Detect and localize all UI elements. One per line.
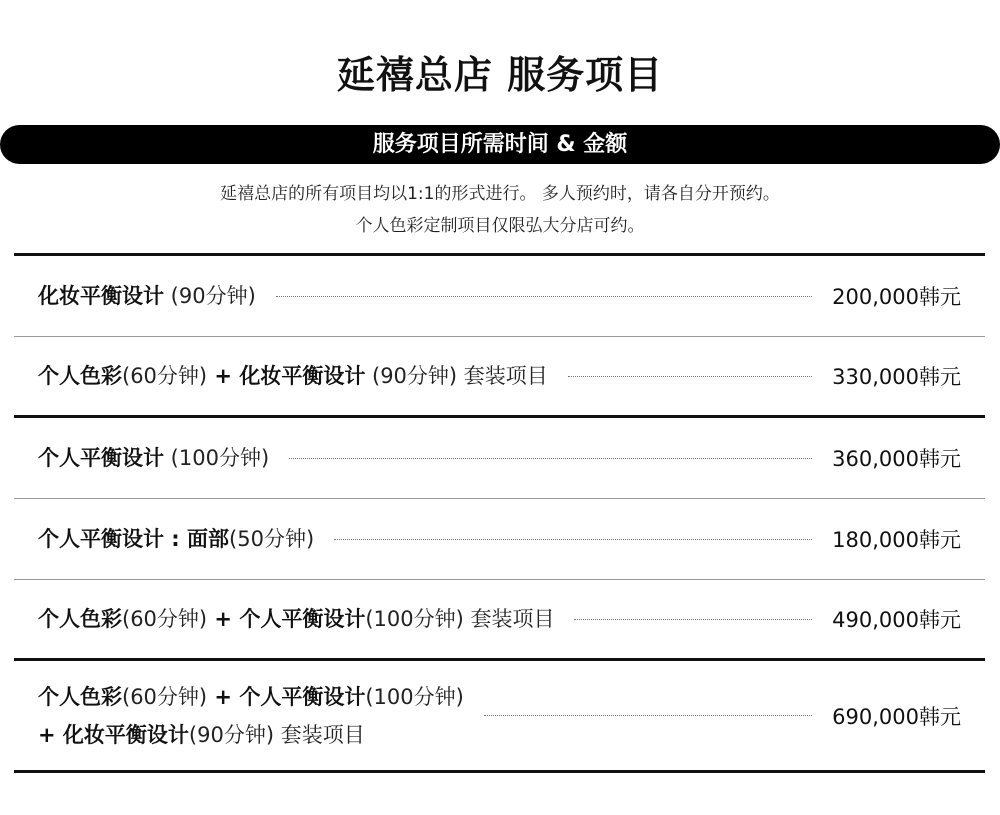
service-price: 180,000韩元 bbox=[832, 528, 961, 552]
service-duration-addon: (90分钟) 套装项目 bbox=[365, 364, 548, 388]
service-duration: (60分钟) bbox=[122, 364, 208, 388]
service-name bbox=[38, 678, 464, 754]
dotted-leader bbox=[568, 376, 812, 377]
service-title: 个人色彩 bbox=[38, 607, 122, 631]
service-duration-addon: (100分钟) bbox=[365, 684, 464, 709]
service-duration: (90分钟) bbox=[164, 284, 256, 308]
service-price: 200,000韩元 bbox=[832, 285, 961, 309]
service-duration-addon: (100分钟) 套装项目 bbox=[365, 607, 555, 631]
service-title-addon: + 个人平衡设计 bbox=[207, 607, 366, 631]
section-banner: 服务项目所需时间 & 金额 bbox=[0, 125, 1000, 164]
service-title: 个人平衡设计 bbox=[38, 446, 164, 470]
service-duration: (60分钟) bbox=[122, 684, 208, 709]
service-duration: (50分钟) bbox=[229, 527, 315, 551]
dotted-leader bbox=[334, 539, 812, 540]
dotted-leader bbox=[484, 715, 812, 716]
service-price: 690,000韩元 bbox=[832, 704, 961, 729]
dotted-leader bbox=[289, 458, 812, 459]
service-row bbox=[14, 256, 985, 337]
service-row bbox=[14, 661, 985, 773]
service-price: 360,000韩元 bbox=[832, 447, 961, 471]
service-row bbox=[14, 337, 985, 418]
service-title: 个人色彩 bbox=[38, 684, 122, 709]
service-name bbox=[38, 357, 548, 395]
service-name bbox=[38, 600, 554, 638]
service-row bbox=[14, 580, 985, 661]
service-row bbox=[14, 418, 985, 499]
dotted-leader bbox=[574, 619, 812, 620]
service-name bbox=[38, 439, 269, 477]
notes bbox=[0, 178, 1000, 242]
service-title: 化妆平衡设计 bbox=[38, 284, 164, 308]
page-title: 延禧总店 服务项目 bbox=[336, 53, 664, 97]
service-price: 490,000韩元 bbox=[832, 608, 961, 632]
service-title: 个人色彩 bbox=[38, 364, 122, 388]
price-table bbox=[14, 253, 985, 773]
service-title-addon: + 化妆平衡设计 bbox=[207, 364, 366, 388]
service-row bbox=[14, 499, 985, 580]
service-duration-addon-2: (90分钟) 套装项目 bbox=[188, 722, 365, 747]
service-name bbox=[38, 277, 256, 315]
note-line-1: 延禧总店的所有项目均以1:1的形式进行。 多人预约时，请各自分开预约。 bbox=[220, 184, 780, 204]
service-name-line-1 bbox=[38, 678, 464, 716]
dotted-leader bbox=[276, 296, 812, 297]
service-price: 330,000韩元 bbox=[832, 365, 961, 389]
service-name-line-2 bbox=[38, 716, 464, 754]
service-duration: (100分钟) bbox=[164, 446, 270, 470]
service-title: 个人平衡设计 : 面部 bbox=[38, 527, 230, 551]
service-title-addon: + 个人平衡设计 bbox=[207, 684, 366, 709]
service-name bbox=[38, 520, 314, 558]
service-title-addon-2: + 化妆平衡设计 bbox=[38, 722, 189, 747]
note-line-2: 个人色彩定制项目仅限弘大分店可约。 bbox=[355, 216, 645, 236]
service-duration: (60分钟) bbox=[122, 607, 208, 631]
